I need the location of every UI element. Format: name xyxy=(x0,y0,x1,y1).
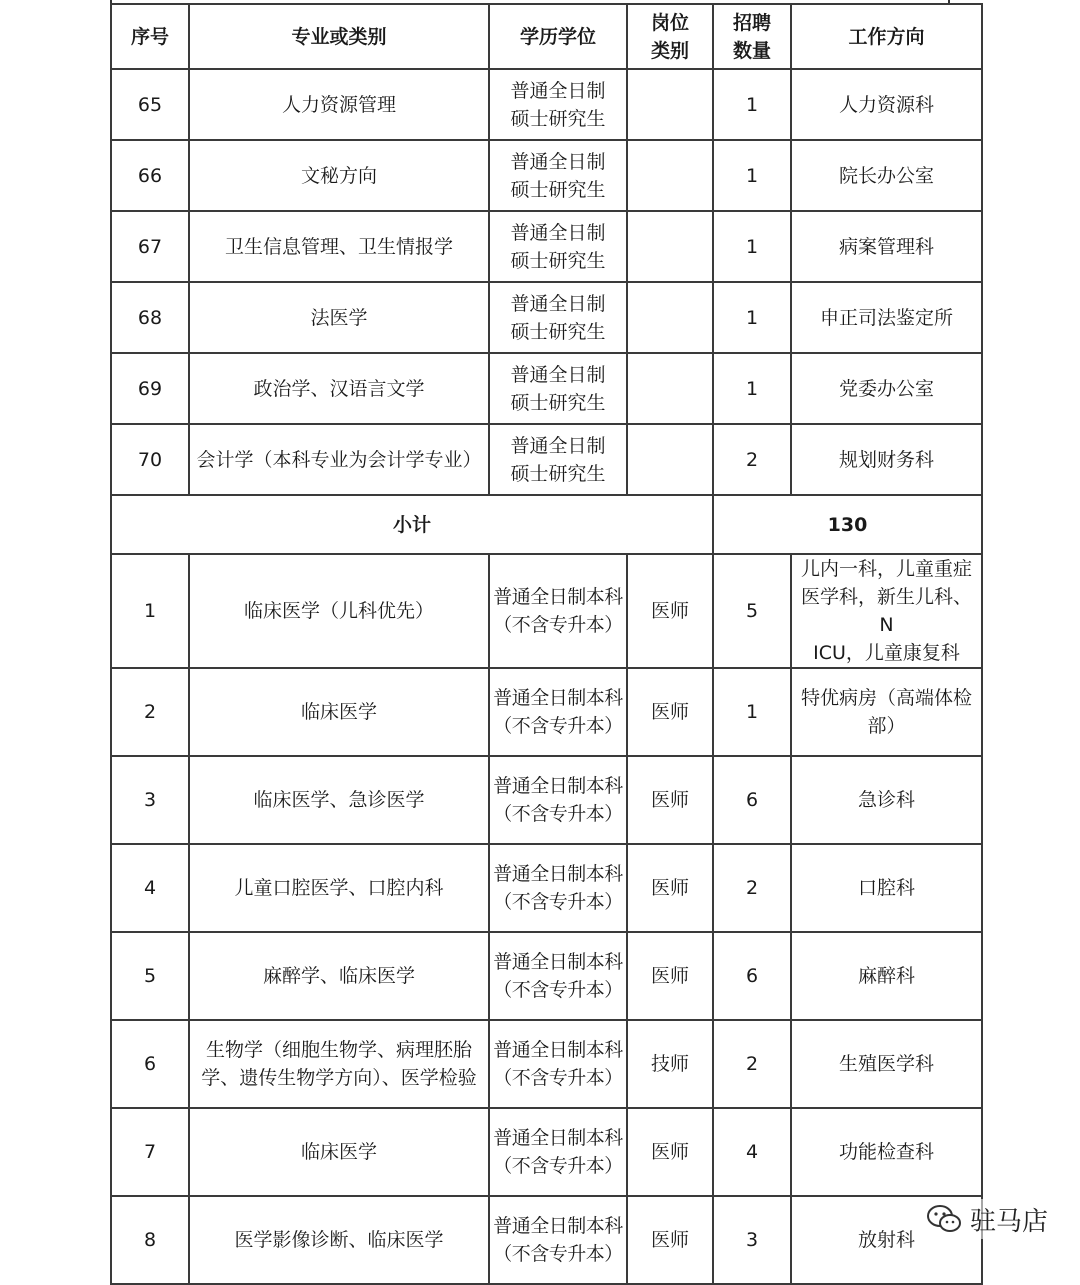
cell-edu xyxy=(489,282,627,353)
header-edu: 学历学位 xyxy=(489,4,627,69)
cell-edu-line: 普通全日制 xyxy=(510,79,606,102)
cell-edu-line: 硕士研究生 xyxy=(510,249,606,272)
cell-major-line: 儿童口腔医学、口腔内科 xyxy=(234,877,444,899)
cell-edu-line: （不含专升本） xyxy=(493,979,623,1001)
header-row xyxy=(111,4,982,69)
cell-seq: 3 xyxy=(111,756,189,844)
cell-edu-line: （不含专升本） xyxy=(493,891,623,913)
cell-count: 1 xyxy=(713,211,791,282)
cell-edu-line: 普通全日制本科 xyxy=(493,951,623,973)
cell-edu-line: 硕士研究生 xyxy=(510,107,606,130)
table-row xyxy=(111,1196,982,1284)
cell-major: 法医学 xyxy=(189,282,489,353)
cell-edu-line: （不含专升本） xyxy=(493,1155,623,1177)
watermark-text: 驻马店 xyxy=(970,1206,1049,1237)
cell-edu-line: 硕士研究生 xyxy=(510,178,606,201)
cell-seq: 65 xyxy=(111,69,189,140)
table-row xyxy=(111,140,982,211)
subtotal-row xyxy=(111,495,982,554)
table-row xyxy=(111,424,982,495)
cell-major xyxy=(189,554,489,668)
cell-direction-line: 特优病房（高端体检 xyxy=(800,687,972,709)
wechat-icon xyxy=(926,1204,962,1234)
cell-major-line: 临床医学（儿科优先） xyxy=(243,600,434,622)
cell-major xyxy=(189,844,489,932)
cell-edu-line: （不含专升本） xyxy=(493,1243,623,1265)
cell-direction-line: ICU，儿童康复科 xyxy=(813,642,960,664)
cell-direction-line: 放射科 xyxy=(857,1229,915,1251)
cell-direction xyxy=(791,932,982,1020)
cell-post-type xyxy=(627,211,713,282)
header-post-type-line: 岗位 xyxy=(650,11,689,34)
cell-major-line: 临床医学、急诊医学 xyxy=(253,789,425,811)
header-direction: 工作方向 xyxy=(791,4,982,69)
cell-post-type xyxy=(627,69,713,140)
cell-edu-line: （不含专升本） xyxy=(493,803,623,825)
cell-post-type: 医师 xyxy=(627,554,713,668)
cell-direction-line: 生殖医学科 xyxy=(838,1053,934,1075)
header-count-line: 招聘 xyxy=(732,11,771,34)
cell-count: 5 xyxy=(713,554,791,668)
cell-edu-line: 普通全日制本科 xyxy=(493,1127,623,1149)
cell-edu xyxy=(489,424,627,495)
cell-count: 6 xyxy=(713,756,791,844)
cell-count: 1 xyxy=(713,668,791,756)
cell-count: 1 xyxy=(713,140,791,211)
cell-direction: 人力资源科 xyxy=(791,69,982,140)
cell-edu-line: 普通全日制 xyxy=(510,363,606,386)
cell-post-type xyxy=(627,282,713,353)
cell-edu-line: 普通全日制 xyxy=(510,292,606,315)
cell-seq: 6 xyxy=(111,1020,189,1108)
header-post-type xyxy=(627,4,713,69)
cell-count: 2 xyxy=(713,424,791,495)
table-row xyxy=(111,353,982,424)
cell-major-line: 麻醉学、临床医学 xyxy=(262,965,415,987)
cell-post-type xyxy=(627,424,713,495)
cell-post-type: 医师 xyxy=(627,756,713,844)
cell-major xyxy=(189,1020,489,1108)
table-row xyxy=(111,668,982,756)
cell-edu-line: 硕士研究生 xyxy=(510,391,606,414)
cell-post-type: 医师 xyxy=(627,844,713,932)
cell-major: 人力资源管理 xyxy=(189,69,489,140)
cell-direction: 申正司法鉴定所 xyxy=(791,282,982,353)
cell-edu-line: （不含专升本） xyxy=(493,1067,623,1089)
cell-major xyxy=(189,1196,489,1284)
cell-edu xyxy=(489,756,627,844)
cell-direction: 规划财务科 xyxy=(791,424,982,495)
subtotal-value: 130 xyxy=(713,495,982,554)
cell-edu xyxy=(489,1196,627,1284)
cell-direction-line: 儿内一科，儿童重症 xyxy=(800,558,972,580)
table-body xyxy=(111,69,982,1284)
cell-seq: 8 xyxy=(111,1196,189,1284)
cell-edu-line: （不含专升本） xyxy=(493,715,623,737)
cell-direction-line: 医学科，新生儿科、N xyxy=(800,586,972,636)
cell-count: 1 xyxy=(713,282,791,353)
header-count xyxy=(713,4,791,69)
cell-post-type: 医师 xyxy=(627,668,713,756)
cell-direction-line: 急诊科 xyxy=(857,789,915,811)
cell-seq: 66 xyxy=(111,140,189,211)
cell-direction-line: 部） xyxy=(867,715,906,737)
cell-direction: 党委办公室 xyxy=(791,353,982,424)
cell-direction xyxy=(791,668,982,756)
cell-edu xyxy=(489,1108,627,1196)
cell-edu-line: 普通全日制本科 xyxy=(493,687,623,709)
cell-count: 4 xyxy=(713,1108,791,1196)
cell-edu xyxy=(489,211,627,282)
watermark xyxy=(920,1199,1054,1239)
cell-major xyxy=(189,1108,489,1196)
cell-major: 政治学、汉语言文学 xyxy=(189,353,489,424)
cell-post-type: 技师 xyxy=(627,1020,713,1108)
cell-edu-line: 普通全日制本科 xyxy=(493,1039,623,1061)
cell-direction xyxy=(791,554,982,668)
cell-edu-line: 普通全日制 xyxy=(510,434,606,457)
cell-edu-line: 普通全日制本科 xyxy=(493,775,623,797)
cell-major-line: 医学影像诊断、临床医学 xyxy=(234,1229,444,1251)
cell-edu xyxy=(489,140,627,211)
cell-edu xyxy=(489,668,627,756)
cell-major-line: 临床医学 xyxy=(300,701,377,723)
cell-direction: 院长办公室 xyxy=(791,140,982,211)
cell-seq: 70 xyxy=(111,424,189,495)
cell-seq: 2 xyxy=(111,668,189,756)
cell-edu-line: 硕士研究生 xyxy=(510,462,606,485)
cell-count: 1 xyxy=(713,353,791,424)
subtotal-label: 小计 xyxy=(111,495,713,554)
cell-post-type xyxy=(627,353,713,424)
cell-major-line: 学、遗传生物学方向）、医学检验 xyxy=(201,1067,477,1089)
table-row xyxy=(111,756,982,844)
cell-count: 6 xyxy=(713,932,791,1020)
cell-post-type xyxy=(627,140,713,211)
cell-post-type: 医师 xyxy=(627,1196,713,1284)
cell-direction xyxy=(791,1108,982,1196)
table-row xyxy=(111,282,982,353)
table-row xyxy=(111,554,982,668)
table-row xyxy=(111,1108,982,1196)
cell-direction-line: 口腔科 xyxy=(857,877,915,899)
cell-seq: 68 xyxy=(111,282,189,353)
cell-major: 文秘方向 xyxy=(189,140,489,211)
table-row xyxy=(111,1020,982,1108)
cell-edu xyxy=(489,932,627,1020)
cell-edu xyxy=(489,844,627,932)
cell-edu xyxy=(489,554,627,668)
header-count-line: 数量 xyxy=(732,39,771,62)
cell-major: 卫生信息管理、卫生情报学 xyxy=(189,211,489,282)
cell-edu-line: 普通全日制本科 xyxy=(493,863,623,885)
cell-seq: 7 xyxy=(111,1108,189,1196)
cell-post-type: 医师 xyxy=(627,1108,713,1196)
cell-edu-line: 普通全日制 xyxy=(510,221,606,244)
cell-seq: 1 xyxy=(111,554,189,668)
cell-direction xyxy=(791,844,982,932)
table-row xyxy=(111,69,982,140)
header-major: 专业或类别 xyxy=(189,4,489,69)
cell-seq: 69 xyxy=(111,353,189,424)
cell-direction: 病案管理科 xyxy=(791,211,982,282)
cell-post-type: 医师 xyxy=(627,932,713,1020)
cell-major-line: 临床医学 xyxy=(300,1141,377,1163)
cell-count: 3 xyxy=(713,1196,791,1284)
table-row xyxy=(111,932,982,1020)
cell-direction xyxy=(791,756,982,844)
cell-edu-line: （不含专升本） xyxy=(493,614,623,636)
cell-major: 会计学（本科专业为会计学专业） xyxy=(189,424,489,495)
cell-seq: 5 xyxy=(111,932,189,1020)
table-row xyxy=(111,211,982,282)
cell-edu xyxy=(489,1020,627,1108)
cell-seq: 4 xyxy=(111,844,189,932)
cell-direction-line: 麻醉科 xyxy=(857,965,915,987)
cell-edu-line: 普通全日制 xyxy=(510,150,606,173)
cell-major xyxy=(189,932,489,1020)
cell-edu xyxy=(489,69,627,140)
cell-seq: 67 xyxy=(111,211,189,282)
header-post-type-line: 类别 xyxy=(650,39,689,62)
cell-edu-line: 硕士研究生 xyxy=(510,320,606,343)
cell-major xyxy=(189,756,489,844)
cell-edu-line: 普通全日制本科 xyxy=(493,586,623,608)
cell-direction xyxy=(791,1020,982,1108)
cell-edu xyxy=(489,353,627,424)
header-seq: 序号 xyxy=(111,4,189,69)
cell-major xyxy=(189,668,489,756)
recruitment-table xyxy=(110,3,983,1285)
table-row xyxy=(111,844,982,932)
cell-edu-line: 普通全日制本科 xyxy=(493,1215,623,1237)
cell-count: 2 xyxy=(713,844,791,932)
cell-count: 2 xyxy=(713,1020,791,1108)
cell-count: 1 xyxy=(713,69,791,140)
cell-direction-line: 功能检查科 xyxy=(838,1141,934,1163)
cell-major-line: 生物学（细胞生物学、病理胚胎 xyxy=(205,1039,472,1061)
